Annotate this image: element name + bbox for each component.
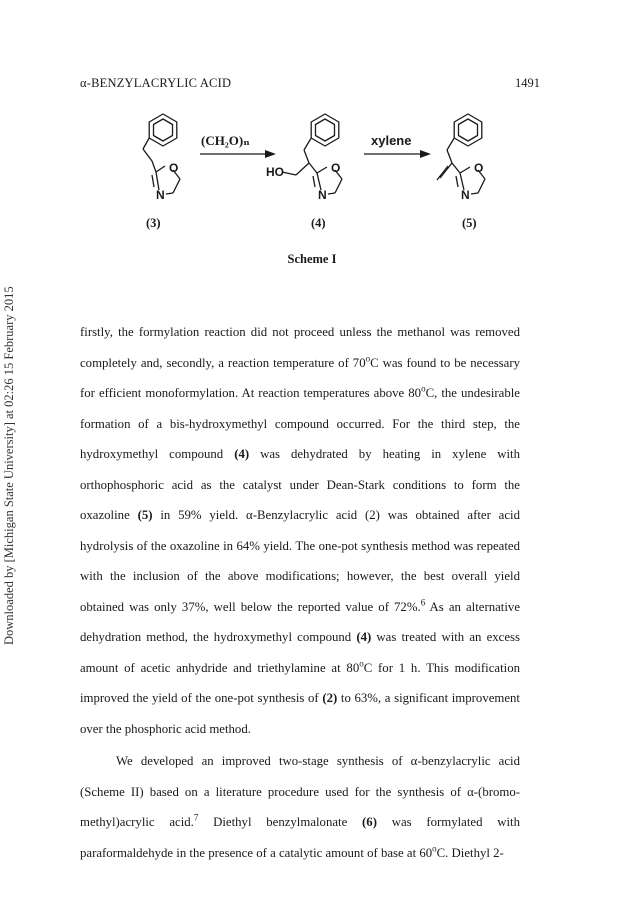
compound-5-oxygen: O	[474, 161, 484, 175]
download-watermark: Downloaded by [Michigan State University] at 02:26 15 February 2015	[2, 286, 16, 645]
compound-3-structure	[143, 114, 180, 194]
compound-5-structure	[437, 114, 485, 194]
compound-label-4: (4)	[311, 216, 326, 230]
compound-3-oxygen: O	[169, 161, 179, 175]
reaction-scheme	[0, 0, 624, 280]
compound-4-oxygen: O	[331, 161, 341, 175]
compound-3-nitrogen: N	[156, 188, 165, 202]
running-title: α-BENZYLACRYLIC ACID	[80, 76, 232, 90]
compound-4-structure	[282, 114, 342, 194]
paragraph-2: We developed an improved two-stage synthesis of α-benzylacrylic acid (Scheme II) based on a literature procedure used for the synthesis of α-(bromo-methyl)acrylic acid.$^7$ Diethyl benzylmalonate (6) was formylated with paraformaldehyde in the presence of a catalytic amount of base at 60$^o$C. Diethyl 2-	[80, 754, 520, 860]
compound-5-nitrogen: N	[461, 188, 470, 202]
arrow-head-1	[265, 150, 276, 158]
scheme-caption: Scheme I	[287, 252, 337, 266]
reagent-paraformaldehyde: (CH₂O)ₙ	[201, 133, 250, 148]
page-number: 1491	[515, 76, 540, 90]
reagent-xylene: xylene	[371, 133, 412, 148]
compound-label-3: (3)	[146, 216, 161, 230]
compound-label-5: (5)	[462, 216, 477, 230]
arrow-head-2	[420, 150, 431, 158]
compound-4-nitrogen: N	[318, 188, 327, 202]
paragraph-1: firstly, the formylation reaction did not proceed unless the methanol was removed completely and, secondly, a reaction temperature of 70$^o$C was found to be necessary for efficient monoformylation. At reaction temperatures above 80$^o$C, the undesirable formation of a bis-hydroxymethyl compound occurred. For the third step, the hydroxymethyl compound (4) was dehydrated by heating in xylene with orthophosphoric acid as the catalyst under Dean-Stark conditions to form the oxazoline (5) in 59% yield. α-Benzylacrylic acid (2) was obtained after acid hydrolysis of the oxazoline in 64% yield. The one-pot synthesis method was repeated with the inclusion of the above modifications; however, the best overall yield obtained was only 37%, well below the reported value of 72%.$^6$ As an alternative dehydration method, the hydroxymethyl compound (4) was treated with an excess amount of acetic anhydride and triethylamine at 80$^o$C for 1 h. This modification improved the yield of the one-pot synthesis of (2) to 63%, a significant improvement over the phosphoric acid method.	[80, 325, 521, 736]
compound-4-hydroxyl: HO	[266, 165, 284, 179]
body-text	[80, 317, 520, 868]
